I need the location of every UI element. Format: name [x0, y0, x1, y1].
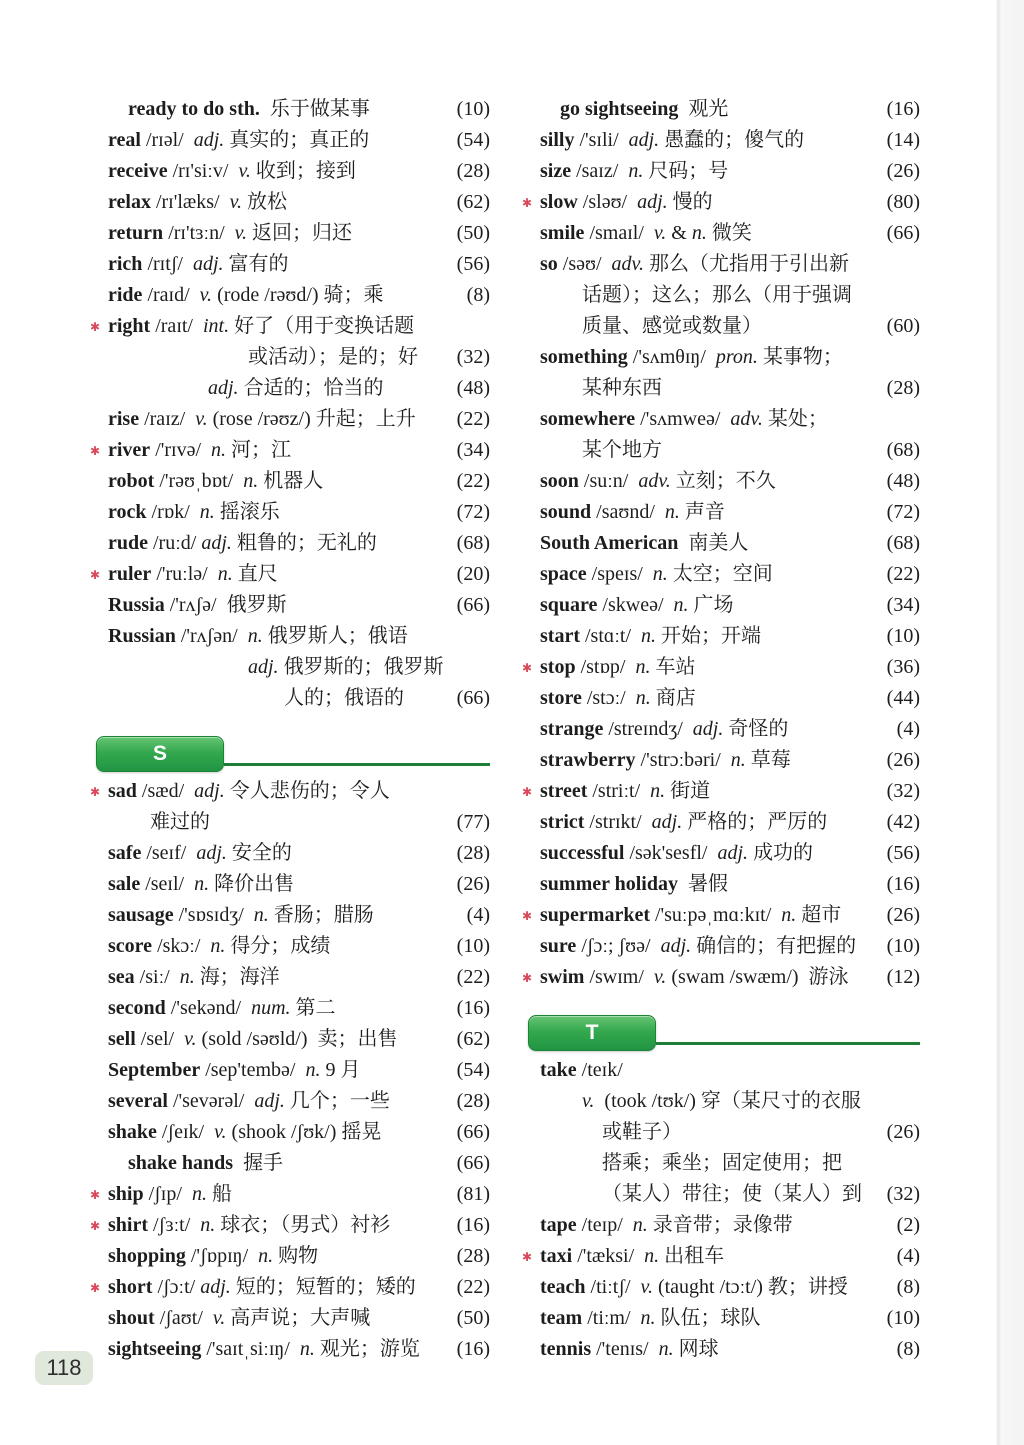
- entry-text: several /'sevərəl/ adj. 几个；一些: [108, 1090, 390, 1112]
- key-word-star-icon: ✱: [522, 196, 533, 210]
- entry-text: space /speɪs/ n. 太空；空间: [540, 563, 773, 585]
- page-ref: (62): [456, 191, 490, 213]
- entry-text: take /teɪk/: [540, 1059, 623, 1081]
- page-ref: (28): [456, 842, 490, 864]
- page-ref: (22): [456, 408, 490, 430]
- page-ref: (68): [886, 439, 920, 461]
- entry-text: short /ʃɔːt/ adj. 短的；短暂的；矮的: [108, 1276, 416, 1298]
- glossary-entry-line: [90, 776, 490, 807]
- entry-text: rich /rɪtʃ/ adj. 富有的: [108, 253, 289, 275]
- page-ref: (20): [456, 563, 490, 585]
- page-ref: (56): [456, 253, 490, 275]
- key-word-star-icon: ✱: [522, 661, 533, 675]
- page-ref: (68): [886, 532, 920, 554]
- glossary-entry-line: [522, 776, 920, 807]
- glossary-entry-line: [540, 404, 920, 435]
- page-ref: (10): [886, 935, 920, 957]
- glossary-entry-line: [108, 962, 490, 993]
- glossary-entry-line: [540, 1055, 920, 1086]
- page-ref: (22): [456, 1276, 490, 1298]
- glossary-entry-line: [108, 125, 490, 156]
- glossary-entry-line: [108, 1148, 490, 1179]
- entry-text: teach /tiːtʃ/ v. (taught /tɔːt/) 教；讲授: [540, 1276, 848, 1298]
- page-ref: (2): [896, 1214, 920, 1236]
- page-ref: (56): [886, 842, 920, 864]
- glossary-entry-line: [108, 528, 490, 559]
- entry-text: successful /sək'sesfl/ adj. 成功的: [540, 842, 814, 864]
- glossary-entry-line: [540, 497, 920, 528]
- entry-text: real /rɪəl/ adj. 真实的；真正的: [108, 129, 370, 151]
- key-word-star-icon: ✱: [522, 1250, 533, 1264]
- page-ref: (8): [896, 1276, 920, 1298]
- glossary-entry-line: [108, 1241, 490, 1272]
- entry-text: September /sep'tembə/ n. 9 月: [108, 1059, 361, 1081]
- page-ref: (22): [886, 563, 920, 585]
- glossary-entry-line: [540, 1117, 920, 1148]
- key-word-star-icon: ✱: [90, 1219, 101, 1233]
- section-header-t: [528, 993, 920, 1055]
- entry-text: smile /smaɪl/ v. & n. 微笑: [540, 222, 752, 244]
- entry-text: shout /ʃaʊt/ v. 高声说；大声喊: [108, 1307, 371, 1329]
- glossary-entry-line: [540, 869, 920, 900]
- page-ref: (10): [886, 625, 920, 647]
- page-ref: (34): [456, 439, 490, 461]
- entry-text: silly /'sɪli/ adj. 愚蠢的；傻气的: [540, 129, 805, 151]
- page-number-badge: [35, 1351, 93, 1385]
- glossary-entry-line: [108, 807, 490, 838]
- entry-text: sure /ʃɔː; ʃʊə/ adj. 确信的；有把握的: [540, 935, 857, 957]
- glossary-entry-line: [108, 590, 490, 621]
- entry-text: somewhere /'sʌmweə/ adv. 某处；: [540, 408, 828, 430]
- glossary-entry-line: [90, 311, 490, 342]
- entry-text: adj. 俄罗斯的；俄罗斯: [248, 656, 444, 678]
- entry-text: size /saɪz/ n. 尺码；号: [540, 160, 729, 182]
- glossary-entry-line: [108, 652, 490, 683]
- page-ref: (77): [456, 811, 490, 833]
- glossary-entry-line: [108, 1117, 490, 1148]
- glossary-entry-line: [540, 807, 920, 838]
- glossary-entry-line: [540, 1210, 920, 1241]
- page-number: 118: [46, 1355, 82, 1380]
- glossary-entry-line: [522, 652, 920, 683]
- glossary-entry-line: [108, 1303, 490, 1334]
- glossary-column-right: [522, 94, 920, 1365]
- glossary-column-left: [90, 94, 490, 1365]
- entry-text: receive /rɪ'siːv/ v. 收到；接到: [108, 160, 356, 182]
- glossary-entry-line: [540, 435, 920, 466]
- key-word-star-icon: ✱: [90, 1281, 101, 1295]
- glossary-entry-line: [108, 466, 490, 497]
- page-ref: (28): [886, 377, 920, 399]
- entry-text: 难过的: [150, 811, 210, 833]
- section-rule: [656, 1042, 920, 1045]
- glossary-entry-line: [540, 280, 920, 311]
- page-ref: (26): [886, 160, 920, 182]
- glossary-entry-line: [90, 1179, 490, 1210]
- entry-text: street /striːt/ n. 街道: [540, 780, 711, 802]
- glossary-entry-line: [108, 1334, 490, 1365]
- entry-text: sea /siː/ n. 海；海洋: [108, 966, 280, 988]
- entry-text: rock /rɒk/ n. 摇滚乐: [108, 501, 280, 523]
- entry-text: Russian /'rʌʃən/ n. 俄罗斯人；俄语: [108, 625, 408, 647]
- glossary-entry-line: [540, 931, 920, 962]
- entry-text: 质量、感觉或数量）: [582, 315, 762, 337]
- glossary-entry-line: [522, 962, 920, 993]
- page-ref: (54): [456, 129, 490, 151]
- glossary-entry-line: [540, 1334, 920, 1365]
- page-ref: (28): [456, 160, 490, 182]
- key-word-star-icon: ✱: [90, 785, 101, 799]
- scanned-page-edge: [938, 0, 1024, 1445]
- glossary-entry-line: [540, 1148, 920, 1179]
- entry-text: stop /stɒp/ n. 车站: [540, 656, 696, 678]
- entry-text: taxi /'tæksi/ n. 出租车: [540, 1245, 725, 1267]
- entry-text: 某个地方: [582, 439, 662, 461]
- page-ref: (8): [466, 284, 490, 306]
- page-ref: (44): [886, 687, 920, 709]
- page-ref: (62): [456, 1028, 490, 1050]
- page-ref: (4): [896, 718, 920, 740]
- entry-text: river /'rɪvə/ n. 河；江: [108, 439, 291, 461]
- glossary-entry-line: [540, 373, 920, 404]
- entry-text: sausage /'sɒsɪdʒ/ n. 香肠；腊肠: [108, 904, 374, 926]
- glossary-entry-line: [108, 249, 490, 280]
- page-ref: (16): [886, 98, 920, 120]
- entry-text: rude /ruːd/ adj. 粗鲁的；无礼的: [108, 532, 377, 554]
- glossary-entry-line: [540, 94, 920, 125]
- entry-text: v. (took /tʊk/) 穿（某尺寸的衣服: [582, 1090, 861, 1112]
- entry-text: rise /raɪz/ v. (rose /rəʊz/) 升起；上升: [108, 408, 416, 430]
- entry-text: score /skɔː/ n. 得分；成绩: [108, 935, 331, 957]
- glossary-entry-line: [108, 94, 490, 125]
- glossary-entry-line: [108, 404, 490, 435]
- entry-text: tennis /'tenɪs/ n. 网球: [540, 1338, 719, 1360]
- glossary-entry-line: [540, 125, 920, 156]
- entry-text: robot /'rəʊˌbɒt/ n. 机器人: [108, 470, 324, 492]
- glossary-entry-line: [90, 435, 490, 466]
- entry-text: return /rɪ'tɜːn/ v. 返回；归还: [108, 222, 353, 244]
- page-ref: (72): [456, 501, 490, 523]
- entry-text: right /raɪt/ int. 好了（用于变换话题: [108, 315, 415, 337]
- page-ref: (34): [886, 594, 920, 616]
- glossary-entry-line: [108, 931, 490, 962]
- entry-text: 人的；俄语的: [284, 687, 404, 709]
- page-ref: (60): [886, 315, 920, 337]
- page-ref: (4): [466, 904, 490, 926]
- page-ref: (22): [456, 966, 490, 988]
- section-rule: [224, 763, 490, 766]
- key-word-star-icon: ✱: [90, 568, 101, 582]
- entry-text: so /səʊ/ adv. 那么（尤指用于引出新: [540, 253, 849, 275]
- key-word-star-icon: ✱: [522, 971, 533, 985]
- page-ref: (14): [886, 129, 920, 151]
- page-ref: (10): [456, 98, 490, 120]
- page-ref: (48): [886, 470, 920, 492]
- entry-text: start /stɑːt/ n. 开始；开端: [540, 625, 762, 647]
- glossary-entry-line: [540, 249, 920, 280]
- page-ref: (66): [886, 222, 920, 244]
- page-ref: (54): [456, 1059, 490, 1081]
- page-ref: (81): [456, 1183, 490, 1205]
- entry-text: ruler /'ruːlə/ n. 直尺: [108, 563, 278, 585]
- glossary-entry-line: [540, 838, 920, 869]
- page-ref: (66): [456, 1121, 490, 1143]
- entry-text: summer holiday 暑假: [540, 873, 728, 895]
- page-ref: (16): [456, 997, 490, 1019]
- glossary-entry-line: [108, 621, 490, 652]
- glossary-entry-line: [540, 218, 920, 249]
- entry-text: strawberry /'strɔːbəri/ n. 草莓: [540, 749, 791, 771]
- glossary-entry-line: [108, 373, 490, 404]
- glossary-entry-line: [540, 714, 920, 745]
- glossary-entry-line: [522, 900, 920, 931]
- page-ref: (26): [886, 749, 920, 771]
- glossary-entry-line: [540, 621, 920, 652]
- page-ref: (68): [456, 532, 490, 554]
- key-word-star-icon: ✱: [90, 444, 101, 458]
- key-word-star-icon: ✱: [522, 785, 533, 799]
- entry-text: tape /teɪp/ n. 录音带；录像带: [540, 1214, 793, 1236]
- glossary-entry-line: [540, 311, 920, 342]
- glossary-entry-line: [540, 745, 920, 776]
- glossary-entry-line: [108, 342, 490, 373]
- glossary-entry-line: [108, 280, 490, 311]
- key-word-star-icon: ✱: [90, 1188, 101, 1202]
- glossary-entry-line: [108, 497, 490, 528]
- page-ref: (28): [456, 1090, 490, 1112]
- glossary-entry-line: [108, 900, 490, 931]
- glossary-entry-line: [90, 1272, 490, 1303]
- page-ref: (66): [456, 594, 490, 616]
- glossary-entry-line: [108, 187, 490, 218]
- page-ref: (26): [456, 873, 490, 895]
- page-ref: (66): [456, 1152, 490, 1174]
- entry-text: 搭乘；乘坐；固定使用；把: [602, 1152, 842, 1174]
- glossary-entry-line: [108, 218, 490, 249]
- glossary-entry-line: [540, 1303, 920, 1334]
- page-ref: (32): [456, 346, 490, 368]
- section-letter-badge: T: [528, 1015, 656, 1051]
- glossary-entry-line: [522, 187, 920, 218]
- glossary-entry-line: [108, 993, 490, 1024]
- glossary-entry-line: [522, 1241, 920, 1272]
- glossary-entry-line: [540, 156, 920, 187]
- entry-text: ready to do sth. 乐于做某事: [128, 98, 370, 120]
- glossary-entry-line: [540, 1179, 920, 1210]
- entry-text: go sightseeing 观光: [560, 98, 729, 120]
- entry-text: strict /strɪkt/ adj. 严格的；严厉的: [540, 811, 828, 833]
- glossary-entry-line: [108, 838, 490, 869]
- entry-text: 某种东西: [582, 377, 662, 399]
- glossary-entry-line: [108, 683, 490, 714]
- entry-text: something /'sʌmθɪŋ/ pron. 某事物；: [540, 346, 843, 368]
- page-ref: (32): [886, 780, 920, 802]
- entry-text: slow /sləʊ/ adj. 慢的: [540, 191, 713, 213]
- glossary-entry-line: [108, 1024, 490, 1055]
- entry-text: 或鞋子）: [602, 1121, 682, 1143]
- glossary-entry-line: [540, 1086, 920, 1117]
- entry-text: shake hands 握手: [128, 1152, 284, 1174]
- glossary-entry-line: [108, 869, 490, 900]
- page-ref: (16): [886, 873, 920, 895]
- entry-text: square /skweə/ n. 广场: [540, 594, 734, 616]
- entry-text: ride /raɪd/ v. (rode /rəʊd/) 骑；乘: [108, 284, 384, 306]
- page-ref: (50): [456, 222, 490, 244]
- entry-text: shake /ʃeɪk/ v. (shook /ʃʊk/) 摇晃: [108, 1121, 382, 1143]
- entry-text: 或活动）；是的；好: [248, 346, 418, 368]
- page-ref: (66): [456, 687, 490, 709]
- page-ref: (26): [886, 1121, 920, 1143]
- glossary-entry-line: [540, 590, 920, 621]
- page-ref: (8): [896, 1338, 920, 1360]
- glossary-entry-line: [90, 559, 490, 590]
- entry-text: （某人）带往；使（某人）到: [602, 1183, 862, 1205]
- entry-text: team /tiːm/ n. 队伍；球队: [540, 1307, 761, 1329]
- page-ref: (26): [886, 904, 920, 926]
- page-ref: (42): [886, 811, 920, 833]
- glossary-entry-line: [108, 1055, 490, 1086]
- glossary-entry-line: [540, 528, 920, 559]
- entry-text: swim /swɪm/ v. (swam /swæm/) 游泳: [540, 966, 849, 988]
- entry-text: store /stɔː/ n. 商店: [540, 687, 696, 709]
- entry-text: Russia /'rʌʃə/ 俄罗斯: [108, 594, 287, 616]
- page-ref: (4): [896, 1245, 920, 1267]
- entry-text: sound /saʊnd/ n. 声音: [540, 501, 725, 523]
- glossary-entry-line: [108, 1086, 490, 1117]
- entry-text: South American 南美人: [540, 532, 749, 554]
- page-ref: (16): [456, 1214, 490, 1236]
- section-header-s: [96, 714, 490, 776]
- entry-text: sad /sæd/ adj. 令人悲伤的；令人: [108, 780, 390, 802]
- page-ref: (10): [456, 935, 490, 957]
- key-word-star-icon: ✱: [522, 909, 533, 923]
- glossary-entry-line: [90, 1210, 490, 1241]
- page-ref: (36): [886, 656, 920, 678]
- page-ref: (72): [886, 501, 920, 523]
- page-ref: (12): [886, 966, 920, 988]
- entry-text: strange /streɪndʒ/ adj. 奇怪的: [540, 718, 789, 740]
- page-ref: (50): [456, 1307, 490, 1329]
- entry-text: second /'sekənd/ num. 第二: [108, 997, 336, 1019]
- page-ref: (16): [456, 1338, 490, 1360]
- section-letter-badge: S: [96, 736, 224, 772]
- key-word-star-icon: ✱: [90, 320, 101, 334]
- entry-text: sell /sel/ v. (sold /səʊld/) 卖；出售: [108, 1028, 398, 1050]
- entry-text: shirt /ʃɜːt/ n. 球衣；（男式）衬衫: [108, 1214, 391, 1236]
- page-ref: (48): [456, 377, 490, 399]
- page-ref: (22): [456, 470, 490, 492]
- page-ref: (10): [886, 1307, 920, 1329]
- entry-text: sightseeing /'saɪtˌsiːɪŋ/ n. 观光；游览: [108, 1338, 420, 1360]
- glossary-entry-line: [108, 156, 490, 187]
- glossary-entry-line: [540, 1272, 920, 1303]
- page-ref: (32): [886, 1183, 920, 1205]
- entry-text: shopping /'ʃɒpɪŋ/ n. 购物: [108, 1245, 319, 1267]
- entry-text: 话题）；这么；那么（用于强调: [582, 284, 852, 306]
- entry-text: ship /ʃɪp/ n. 船: [108, 1183, 232, 1205]
- entry-text: sale /seɪl/ n. 降价出售: [108, 873, 295, 895]
- page-ref: (28): [456, 1245, 490, 1267]
- glossary-entry-line: [540, 683, 920, 714]
- entry-text: soon /suːn/ adv. 立刻；不久: [540, 470, 776, 492]
- entry-text: adj. 合适的；恰当的: [208, 377, 384, 399]
- entry-text: safe /seɪf/ adj. 安全的: [108, 842, 292, 864]
- entry-text: supermarket /'suːpəˌmɑːkɪt/ n. 超市: [540, 904, 842, 926]
- glossary-entry-line: [540, 559, 920, 590]
- page-ref: (80): [886, 191, 920, 213]
- entry-text: relax /rɪ'læks/ v. 放松: [108, 191, 287, 213]
- glossary-entry-line: [540, 466, 920, 497]
- glossary-entry-line: [540, 342, 920, 373]
